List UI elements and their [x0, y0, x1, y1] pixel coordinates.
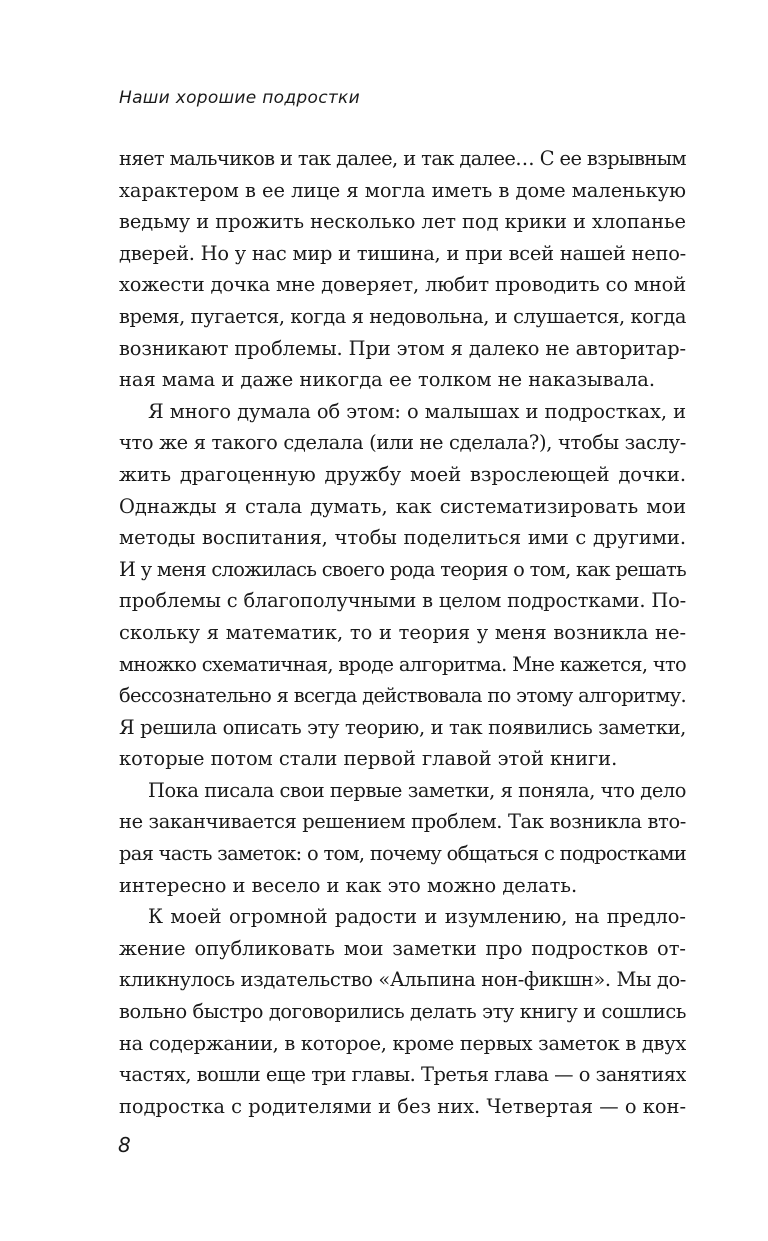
text-line: множко схематичная, вроде алгоритма. Мне кажется, что	[119, 652, 686, 676]
running-head: Наши хорошие подростки	[119, 88, 360, 108]
text-line: бессознательно я всегда действовала по этому алгоритму.	[119, 684, 686, 708]
text-line: хожести дочка мне доверяет, любит проводить со мной	[119, 273, 686, 297]
text-line: дверей. Но у нас мир и тишина, и при всей нашей непо-	[119, 241, 686, 265]
text-line-last: интересно и весело и как это можно делать.	[119, 873, 578, 897]
text-line: жение опубликовать мои заметки про подростков от-	[119, 936, 686, 960]
text-line: характером в ее лице я могла иметь в доме маленькую	[119, 178, 686, 202]
text-line: Я решила описать эту теорию, и так появились заметки,	[119, 715, 686, 739]
text-line: жить драгоценную дружбу моей взрослеющей дочки.	[119, 462, 686, 486]
page-number: 8	[118, 1133, 131, 1157]
text-line: методы воспитания, чтобы поделиться ими с другими.	[119, 526, 686, 550]
text-line: И у меня сложилась своего рода теория о том, как решать	[119, 557, 686, 581]
text-line: на содержании, в которое, кроме первых заметок в двух	[119, 1031, 686, 1055]
text-line: частях, вошли еще три главы. Третья глава — о занятиях	[119, 1063, 686, 1087]
paragraph-first-line: К моей огромной радости и изумлению, на предло-	[148, 905, 686, 929]
text-line: не заканчивается решением проблем. Так возникла вто-	[119, 810, 686, 834]
text-line: няет мальчиков и так далее, и так далее… С ее взрывным	[119, 147, 686, 170]
text-line: вольно быстро договорились делать эту книгу и сошлись	[119, 1000, 686, 1024]
text-line-last: ная мама и даже никогда ее толком не наказывала.	[119, 368, 655, 392]
text-line: подростка с родителями и без них. Четвертая — о кон-	[119, 1094, 686, 1118]
text-line: скольку я математик, то и теория у меня возникла не-	[119, 620, 686, 644]
text-line: Однажды я стала думать, как систематизировать мои	[119, 494, 686, 518]
text-line: что же я такого сделала (или не сделала?), чтобы заслу-	[119, 431, 686, 455]
text-line: кликнулось издательство «Альпина нон-фикшн». Мы до-	[119, 968, 686, 992]
text-line-last: которые потом стали первой главой этой книги.	[119, 747, 618, 771]
text-line: ведьму и прожить несколько лет под крики и хлопанье	[119, 210, 686, 234]
text-line: рая часть заметок: о том, почему общаться с подростками	[119, 842, 686, 866]
text-line: возникают проблемы. При этом я далеко не авторитар-	[119, 336, 686, 360]
paragraph-first-line: Я много думала об этом: о малышах и подростках, и	[148, 399, 686, 423]
text-line: время, пугается, когда я недовольна, и слушается, когда	[119, 304, 686, 328]
paragraph-first-line: Пока писала свои первые заметки, я поняла, что дело	[148, 778, 686, 802]
body-text	[119, 143, 686, 1122]
text-line: проблемы с благополучными в целом подростками. По-	[119, 589, 686, 613]
